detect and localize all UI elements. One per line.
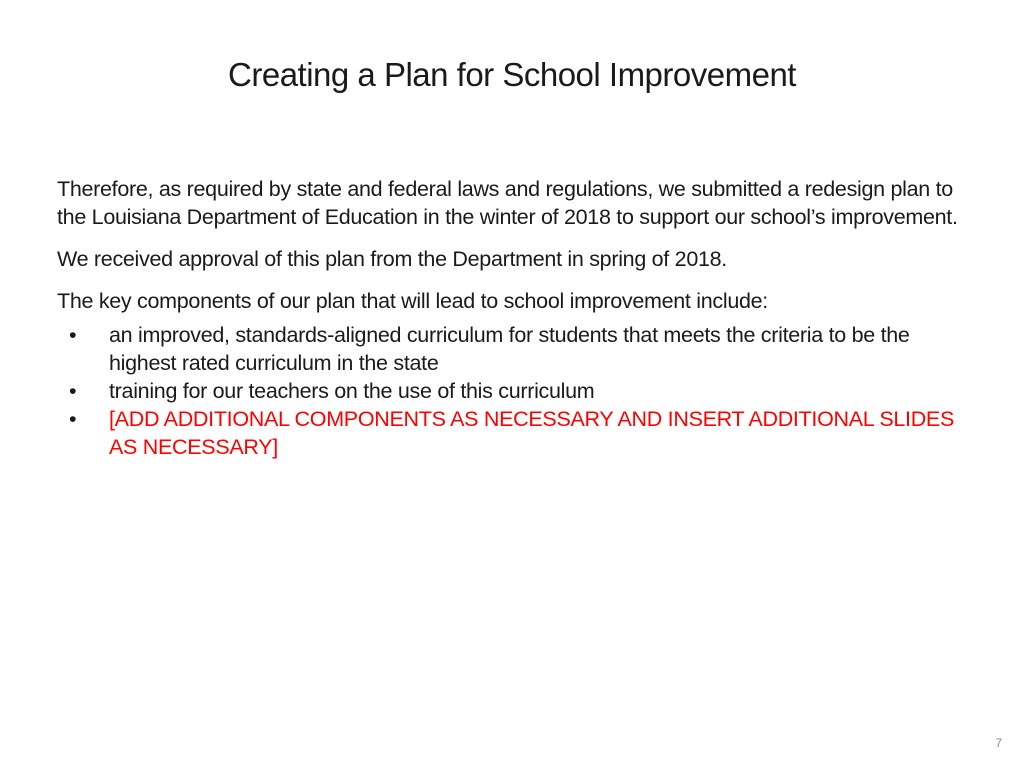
paragraph: Therefore, as required by state and federal laws and regulations, we submitted a redesign plan to the Louisiana Department of Education in the winter of 2018 to support our school’s improvement.: [57, 177, 958, 229]
list-item: [57, 405, 977, 461]
list-item: [57, 377, 977, 405]
paragraph: The key components of our plan that will lead to school improvement include:: [57, 289, 768, 313]
list-item: [57, 321, 977, 377]
bullet-icon: •: [69, 379, 77, 403]
slide-title: Creating a Plan for School Improvement: [228, 56, 796, 93]
page-number: 7: [995, 736, 1002, 750]
bullet-text: training for our teachers on the use of this curriculum: [109, 379, 595, 403]
bullet-list: [57, 321, 977, 461]
paragraph: We received approval of this plan from the Department in spring of 2018.: [57, 247, 727, 271]
slide-body: [57, 175, 977, 461]
bullet-text: an improved, standards-aligned curriculum for students that meets the criteria to be the highest rated curriculum in the state: [109, 323, 910, 375]
placeholder-text: [ADD ADDITIONAL COMPONENTS AS NECESSARY AND INSERT ADDITIONAL SLIDES AS NECESSARY]: [109, 407, 955, 459]
bullet-icon: •: [69, 323, 77, 347]
bullet-icon: •: [69, 407, 77, 431]
